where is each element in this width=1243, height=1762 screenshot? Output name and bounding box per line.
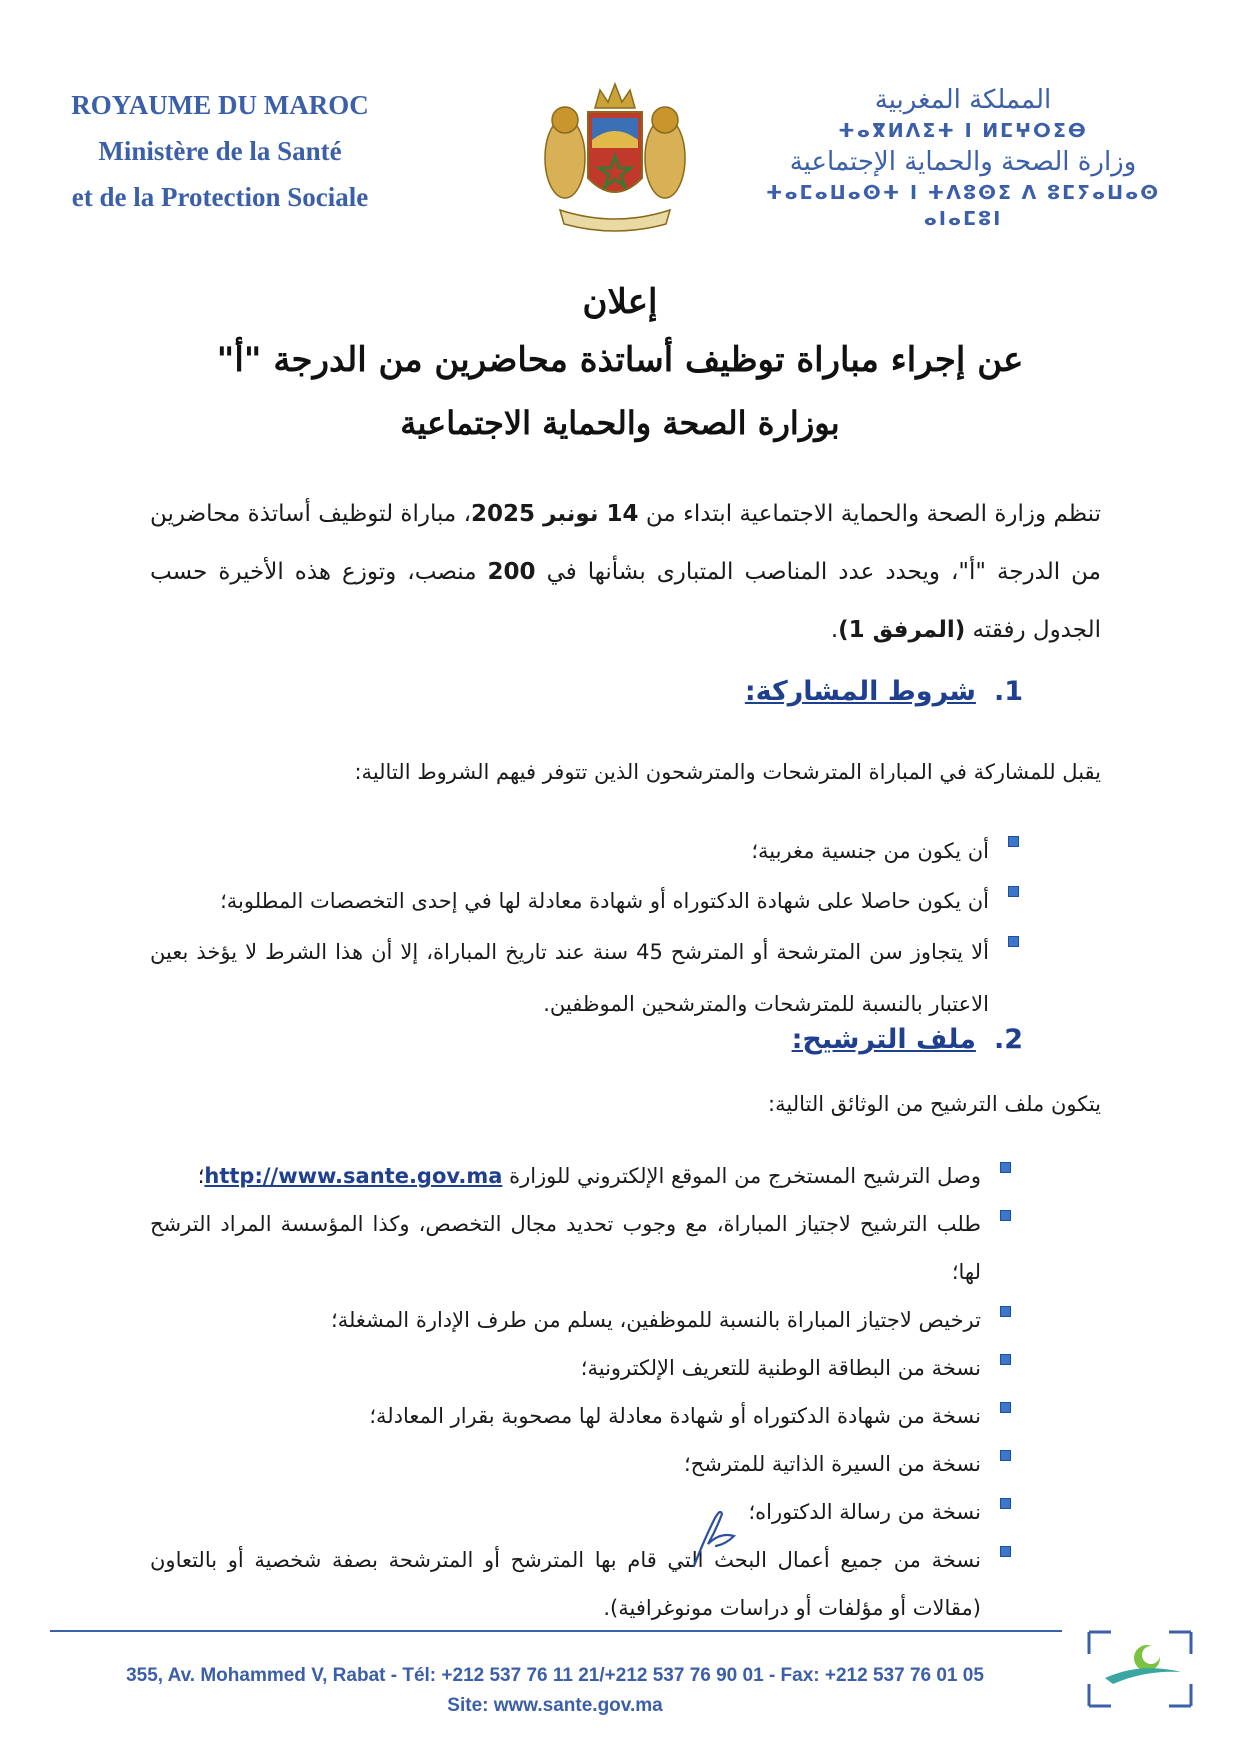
header-arabic [743, 82, 1183, 232]
announcement-subtitle-2: بوزارة الصحة والحماية الاجتماعية [400, 404, 840, 442]
intro-date: 14 نونبر 2025 [471, 501, 639, 527]
list-item: وصل الترشيح المستخرج من الموقع الإلكتروني للوزارة http://www.sante.gov.ma؛ [150, 1152, 1015, 1200]
header-ar-kingdom: المملكة المغربية [874, 85, 1052, 115]
footer-address: 355, Av. Mohammed V, Rabat - Tél: +212 537 76 11 21/+212 537 76 90 01 - Fax: +212 537 76 01 05 [126, 1665, 984, 1686]
header-fr-ministry-2: et de la Protection Sociale [71, 182, 369, 212]
announcement-subtitle: عن إجراء مباراة توظيف أساتذة محاضرين من الدرجة "أ" [216, 340, 1024, 380]
header-tifinagh-ministry: ⵜⴰⵎⴰⵡⴰⵙⵜ ⵏ ⵜⴷⵓⵙⵉ ⴷ ⵓⵎⵢⴰⵡⴰⵙ ⴰⵏⴰⵎⵓⵏ [765, 182, 1161, 230]
ministry-logo-icon [1085, 1628, 1195, 1710]
section1-heading [745, 676, 1023, 707]
intro-part2: ، مباراة لتوظيف أساتذة محاضرين من الدرجة "أ"، ويحدد عدد المناصب المتبارى بشأنها في [150, 501, 1101, 585]
section2-lead: يتكون ملف الترشيح من الوثائق التالية: [768, 1092, 1101, 1116]
list-item: أن يكون حاصلا على شهادة الدكتوراه أو شهادة معادلة لها في إحدى التخصصات المطلوبة؛ [150, 876, 1023, 926]
bullet-icon [1008, 886, 1019, 897]
intro-part3: منصب، وتوزع هذه الأخيرة حسب الجدول رفقته [150, 559, 1101, 643]
signature-icon [686, 1500, 746, 1570]
section1-title: شروط المشاركة: [744, 676, 976, 707]
section2-heading [792, 1024, 1023, 1055]
bullet-icon [1000, 1162, 1011, 1173]
list-item: نسخة من جميع أعمال البحث التي قام بها المترشح أو المترشحة بصفة شخصية أو بالتعاون (مقالات أو مؤلفات أو دراسات مونوغرافية). [150, 1536, 1015, 1632]
bullet-icon [1008, 936, 1019, 947]
royal-emblem-icon [540, 78, 690, 238]
section1-list [150, 826, 1023, 1030]
section1-lead: يقبل للمشاركة في المباراة المترشحات والمترشحون الذين تتوفر فيهم الشروط التالية: [354, 760, 1101, 784]
footer-divider [50, 1630, 1062, 1632]
intro-paragraph [150, 485, 1101, 659]
list-item: أن يكون من جنسية مغربية؛ [150, 826, 1023, 876]
bullet-icon [1000, 1402, 1011, 1413]
section2-number: 2. [993, 1024, 1023, 1055]
section2-list [150, 1152, 1015, 1632]
list-item: ألا يتجاوز سن المترشحة أو المترشح 45 سنة عند تاريخ المباراة، إلا أن هذا الشرط لا يؤخذ بعين الاعتبار بالنسبة للمترشحات والمترشحين الموظفين. [150, 926, 1023, 1030]
section1-number: 1. [993, 676, 1023, 707]
bullet-icon [1000, 1210, 1011, 1221]
bullet-icon [1008, 836, 1019, 847]
footer-site: Site: www.sante.gov.ma [447, 1695, 663, 1716]
list-item: نسخة من السيرة الذاتية للمترشح؛ [150, 1440, 1015, 1488]
list-item: ترخيص لاجتياز المباراة بالنسبة للموظفين، يسلم من طرف الإدارة المشغلة؛ [150, 1296, 1015, 1344]
intro-part4: . [830, 617, 839, 643]
ministry-website-link[interactable]: http://www.sante.gov.ma [204, 1164, 503, 1188]
list-item: نسخة من شهادة الدكتوراه أو شهادة معادلة لها مصحوبة بقرار المعادلة؛ [150, 1392, 1015, 1440]
announcement-title: إعلان [582, 282, 658, 322]
bullet-icon [1000, 1306, 1011, 1317]
intro-annex: (المرفق 1) [838, 617, 966, 643]
header-fr-kingdom: ROYAUME DU MAROC [71, 90, 369, 120]
header-french [40, 82, 400, 220]
header-tifinagh-kingdom: ⵜⴰⴳⵍⴷⵉⵜ ⵏ ⵍⵎⵖⵔⵉⴱ [838, 120, 1088, 142]
bullet-icon [1000, 1546, 1011, 1557]
list-item: طلب الترشيح لاجتياز المباراة، مع وجوب تحديد مجال التخصص، وكذا المؤسسة المراد الترشح لها؛ [150, 1200, 1015, 1296]
list-item: نسخة من رسالة الدكتوراه؛ [150, 1488, 1015, 1536]
bullet-icon [1000, 1354, 1011, 1365]
list-item: نسخة من البطاقة الوطنية للتعريف الإلكترونية؛ [150, 1344, 1015, 1392]
intro-part1: تنظم وزارة الصحة والحماية الاجتماعية ابتداء من [638, 501, 1101, 527]
bullet-icon [1000, 1498, 1011, 1509]
section2-title: ملف الترشيح: [791, 1024, 976, 1055]
header-fr-ministry: Ministère de la Santé [98, 136, 342, 166]
bullet-icon [1000, 1450, 1011, 1461]
intro-count: 200 [487, 559, 536, 585]
header-ar-ministry: وزارة الصحة والحماية الإجتماعية [789, 147, 1137, 177]
